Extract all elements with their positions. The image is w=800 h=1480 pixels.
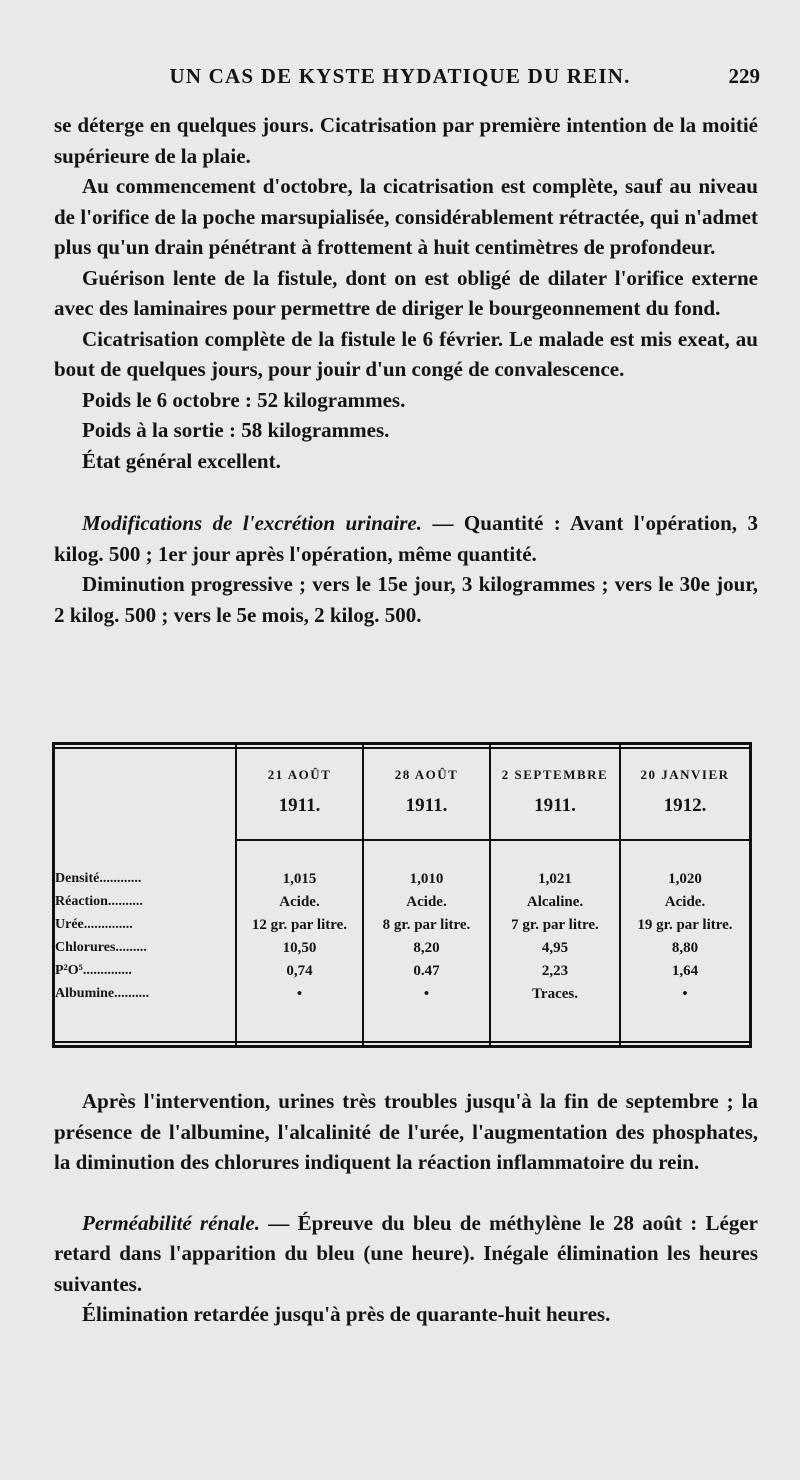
urine-section-title: Modifications de l'excrétion urinaire. [82, 511, 422, 535]
table-cell: 1,021 [490, 868, 620, 891]
table-cell: 19 gr. par litre. [620, 914, 749, 937]
table-row [55, 914, 749, 937]
body-text [54, 110, 758, 630]
table-header-row [55, 745, 749, 840]
table-cell: Acide. [363, 891, 490, 914]
table-cell: Traces. [490, 983, 620, 1006]
column-header: 21 AOÛT 1911. [236, 745, 363, 840]
table-cell: Acide. [620, 891, 749, 914]
renal-section [54, 1208, 758, 1300]
urine-section-text-2: Diminution progressive ; vers le 15e jour, 3 kilogrammes ; vers le 30e jour, 2 kilog. 500 ; vers le 5e mois, 2 kilog. 500. [54, 572, 758, 627]
table-cell: • [620, 983, 749, 1006]
column-header: 20 JANVIER 1912. [620, 745, 749, 840]
table-cell: 1,015 [236, 868, 363, 891]
row-label: P²O⁵.............. [55, 963, 132, 979]
table-cell: 2,23 [490, 960, 620, 983]
row-label: Albumine.......... [55, 986, 150, 1002]
renal-section-title: Perméabilité rénale. [82, 1210, 261, 1235]
renal-section-text: — Épreuve du bleu de méthylène le 28 août : Léger retard dans l'apparition du bleu (une heure). Inégale élimination les heures suivantes. [54, 1210, 758, 1296]
table-cell: 12 gr. par litre. [236, 914, 363, 937]
table-cell: 1,010 [363, 868, 490, 891]
table-cell: 8 gr. par litre. [363, 914, 490, 937]
table-cell: 4,95 [490, 937, 620, 960]
table-row [55, 983, 749, 1006]
after-table-text [54, 1086, 758, 1330]
table-row [55, 937, 749, 960]
table-cell: 1,020 [620, 868, 749, 891]
urine-section [54, 508, 758, 569]
row-label: Urée.............. [55, 917, 133, 933]
row-label: Densité............ [55, 871, 142, 887]
table-cell: 7 gr. par litre. [490, 914, 620, 937]
table-cell: 8,80 [620, 937, 749, 960]
page-number: 229 [728, 64, 760, 88]
paragraph-2: Au commencement d'octobre, la cicatrisation est complète, sauf au niveau de l'orifice de la poche marsupialisée, considérablement rétractée, qui n'admet plus qu'un drain pénétrant à frottement à huit centimètres de profondeur. [54, 174, 758, 259]
table-row [55, 960, 749, 983]
table-cell: 1,64 [620, 960, 749, 983]
paragraph-3: Guérison lente de la fistule, dont on est obligé de dilater l'orifice externe avec des laminaires pour permettre de diriger le bourgeonnement du fond. [54, 265, 758, 320]
urine-section-text: — Quantité : Avant l'opération, 3 kilog. 500 ; 1er jour après l'opération, même quantité. [54, 511, 758, 566]
row-label: Réaction.......... [55, 894, 143, 910]
table-cell: 8,20 [363, 937, 490, 960]
column-header: 2 SEPTEMBRE 1911. [490, 745, 620, 840]
running-title: UN CAS DE KYSTE HYDATIQUE DU REIN. [169, 64, 631, 88]
general-state: État général excellent. [82, 448, 281, 473]
weight-october: Poids le 6 octobre : 52 kilogrammes. [82, 387, 406, 412]
table-row [55, 891, 749, 914]
paragraph-4: Cicatrisation complète de la fistule le 6 février. Le malade est mis exeat, au bout de quelques jours, pour jouir d'un congé de convalescence. [54, 326, 758, 381]
table-cell: • [363, 983, 490, 1006]
closing-paragraph: Élimination retardée jusqu'à près de quarante-huit heures. [82, 1302, 611, 1326]
row-label: Chlorures......... [55, 940, 147, 956]
after-table-paragraph: Après l'intervention, urines très troubles jusqu'à la fin de septembre ; la présence de l'albumine, l'alcalinité de l'urée, l'augmentation des phosphates, la diminution des chlorures indiquent la réaction inflammatoire du rein. [54, 1089, 758, 1174]
table-row [55, 868, 749, 891]
table-cell: 10,50 [236, 937, 363, 960]
table-cell: • [236, 983, 363, 1006]
urine-analysis-table [52, 742, 752, 1048]
table-cell: Alcaline. [490, 891, 620, 914]
table-cell: 0.47 [363, 960, 490, 983]
table-cell: Acide. [236, 891, 363, 914]
table-cell: 0,74 [236, 960, 363, 983]
weight-exit: Poids à la sortie : 58 kilogrammes. [82, 418, 390, 442]
page-header [0, 64, 800, 98]
column-header: 28 AOÛT 1911. [363, 745, 490, 840]
paragraph-1: se déterge en quelques jours. Cicatrisation par première intention de la moitié supérieure de la plaie. [54, 113, 758, 168]
